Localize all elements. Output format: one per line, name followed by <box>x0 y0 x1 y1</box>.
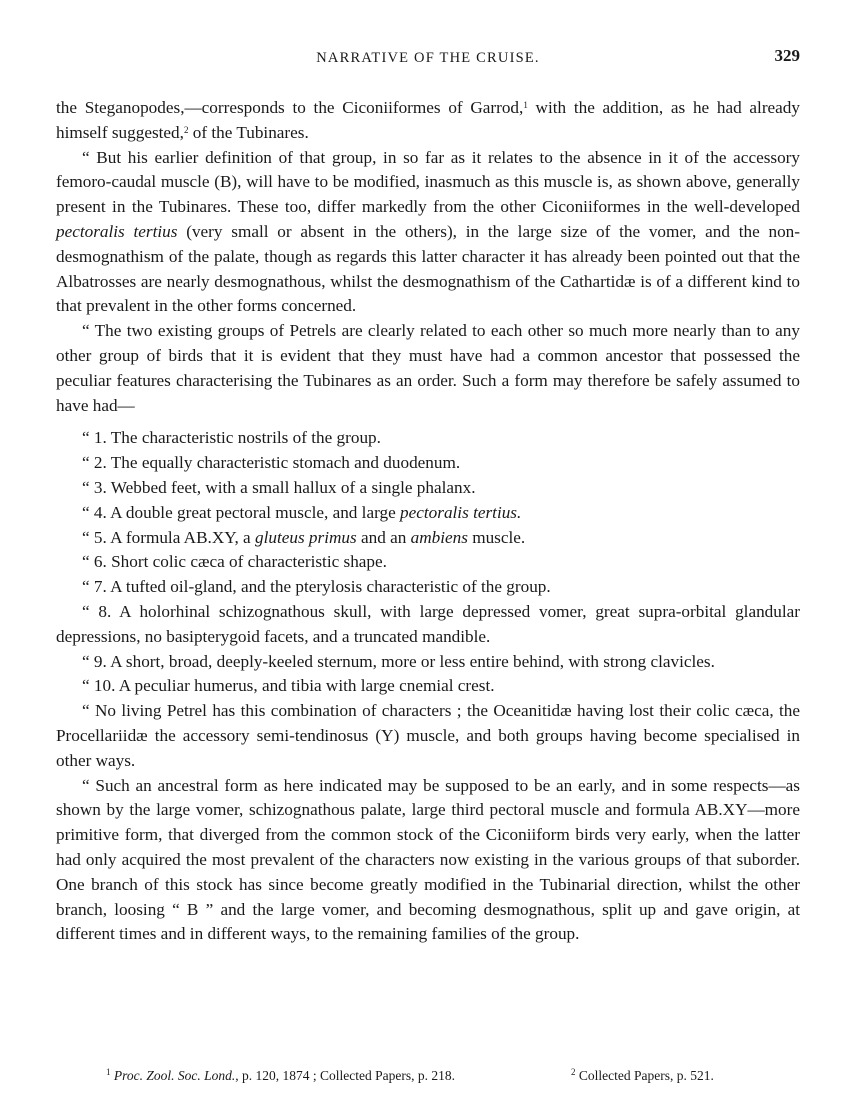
list-item-1: “ 1. The characteristic nostrils of the group. <box>82 428 381 448</box>
footnote-ref-1: 1 <box>523 100 528 110</box>
characters-list <box>56 426 800 699</box>
running-head: NARRATIVE OF THE CRUISE. <box>316 50 540 66</box>
footnote-2: $^2$ Collected Papers, p. 521. <box>571 1067 714 1083</box>
list-item-9: “ 9. A short, broad, deeply-keeled sternum, more or less entire behind, with strong clavicles. <box>82 651 715 671</box>
paragraph-petrels: “ The two existing groups of Petrels are clearly related to each other so much more nearly than to any other group of birds that it is evident that they must have had a common ancestor that possessed the peculiar features characterising the Tubinares as an order. Such a form may therefore be safely assumed to have had— <box>56 321 800 415</box>
list-item-8: “ 8. A holorhinal schizognathous skull, with large depressed vomer, great supra-orbital glandular depressions, no basipterygoid facets, and a truncated mandible. <box>56 601 800 646</box>
paragraph-ancestral-form: “ Such an ancestral form as here indicated may be supposed to be an early, and in some respects—as shown by the large vomer, schizognathous palate, large third pectoral muscle and formula AB.XY—more primitive form, that diverged from the common stock of the Ciconiiform birds very early, when the latter had only acquired the most prevalent of the characters now existing in the various groups of that suborder. One branch of this stock has since become greatly modified in the Tubinarial direction, whilst the other branch, loosing “ B ” and the large vomer, and becoming desmognathous, split up and gave origin, at different times and in different ways, to the remaining families of the group. <box>56 775 800 944</box>
paragraph-continuation: the Steganopodes,—corresponds to the Ciconiiformes of Garrod,$^1$ with the addition, as he had already himself suggested,$^2$ of the Tubinares. <box>56 98 800 142</box>
book-page <box>56 0 800 1083</box>
list-item-3: “ 3. Webbed feet, with a small hallux of a single phalanx. <box>82 477 476 497</box>
list-item-6: “ 6. Short colic cæca of characteristic shape. <box>82 552 387 572</box>
list-item-7: “ 7. A tufted oil-gland, and the pterylosis characteristic of the group. <box>82 577 551 597</box>
list-item-5: “ 5. A formula AB.XY, a gluteus primus and an ambiens muscle. <box>82 527 526 547</box>
footnote-ref-2: 2 <box>183 124 189 135</box>
list-item-4: “ 4. A double great pectoral muscle, and large pectoralis tertius. <box>82 502 522 522</box>
paragraph-definition: “ But his earlier definition of that group, in so far as it relates to the absence in it of the accessory femoro-caudal muscle (B), will have to be modified, inasmuch as this muscle is, as shown above, generally present in the Tubinares. These too, differ markedly from the other Ciconiiformes in the well-developed pectoralis tertius (very small or absent in the others), in the large size of the vomer, and the non-desmognathism of the palate, though as regards this latter character it has already been pointed out that the Albatrosses are nearly desmognathous, whilst the desmognathism of the Cathartidæ is of a different kind to that prevalent in the other forms concerned. <box>56 147 800 316</box>
page-number: 329 <box>774 46 800 65</box>
footnote-1: $^1$ Proc. Zool. Soc. Lond., p. 120, 1874 ; Collected Papers, p. 218. <box>106 1067 455 1083</box>
paragraph-no-living-petrel: “ No living Petrel has this combination of characters ; the Oceanitidæ having lost their colic cæca, the Procellariidæ the accessory semi-tendinosus (Y) muscle, and both groups having become specialised in other ways. <box>56 701 800 770</box>
list-item-2: “ 2. The equally characteristic stomach and duodenum. <box>82 453 461 473</box>
list-item-10: “ 10. A peculiar humerus, and tibia with large cnemial crest. <box>82 676 495 696</box>
page-header <box>56 46 800 90</box>
body-text <box>56 96 800 947</box>
